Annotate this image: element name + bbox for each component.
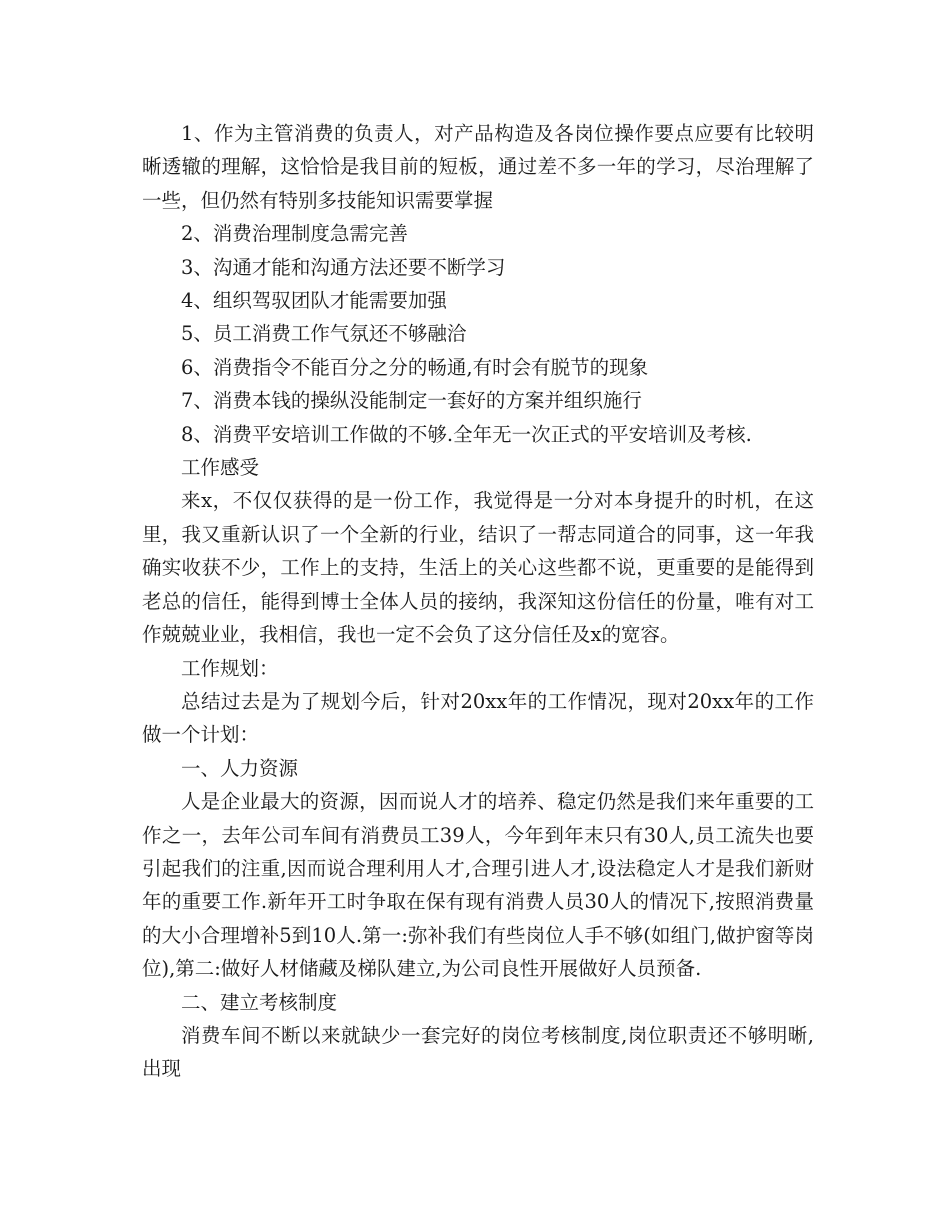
list-item-product-knowledge: 1、作为主管消费的负责人，对产品构造及各岗位操作要点应要有比较明晰透辙的理解，这恰恰是我目前的短板，通过差不多一年的学习，尽治理解了一些，但仍然有特别多技能知识需要掌握 [142,122,814,212]
subheading-human-resources: 一、人力资源 [181,756,299,780]
subheading-assessment-system: 二、建立考核制度 [181,990,338,1014]
list-item-command-flow: 6、消费指令不能百分之分的畅通,有时会有脱节的现象 [181,355,649,379]
section-heading-work-plan: 工作规划： [181,656,279,680]
paragraph-assessment-system: 消费车间不断以来就缺少一套完好的岗位考核制度,岗位职责还不够明晰,出现 [142,1023,814,1081]
list-item-team-leadership: 4、组织驾驭团队才能需要加强 [181,289,447,313]
list-item-cost-control: 7、消费本钱的操纵没能制定一套好的方案并组织施行 [181,389,642,413]
section-heading-work-feelings: 工作感受 [181,456,260,480]
paragraph-work-feelings: 来x，不仅仅获得的是一份工作，我觉得是一分对本身提升的时机，在这里，我又重新认识了一个全新的行业，结识了一帮志同道合的同事，这一年我确实收获不少，工作上的支持，生活上的关心这些都不说，更重要的是能得到老总的信任，能得到博士全体人员的接纳，我深知这份信任的份量，唯有对工作兢兢业业，我相信，我也一定不会负了这分信任及x的宽容。 [142,489,814,647]
list-item-management-system: 2、消费治理制度急需完善 [181,222,408,246]
list-item-safety-training: 8、消费平安培训工作做的不够.全年无一次正式的平安培训及考核. [181,422,752,446]
paragraph-human-resources: 人是企业最大的资源，因而说人才的培养、稳定仍然是我们来年重要的工作之一，去年公司车间有消费员工39人，今年到年末只有30人,员工流失也要引起我们的注重,因而说合理利用人才,合理引进人才,设法稳定人才是我们新财年的重要工作.新年开工时争取在保有现有消费人员30人的情况下,按照消费量的大小合理增补5到10人.第一:弥补我们有些岗位人手不够(如组门,做护窗等岗位),第二:做好人材储藏及梯队建立,为公司良性开展做好人员预备. [142,790,814,981]
list-item-communication: 3、沟通才能和沟通方法还要不断学习 [181,255,506,279]
document-body [142,117,814,1086]
paragraph-plan-intro: 总结过去是为了规划今后，针对20xx年的工作情况，现对20xx年的工作做一个计划： [142,689,814,747]
list-item-work-atmosphere: 5、员工消费工作气氛还不够融洽 [181,322,467,346]
